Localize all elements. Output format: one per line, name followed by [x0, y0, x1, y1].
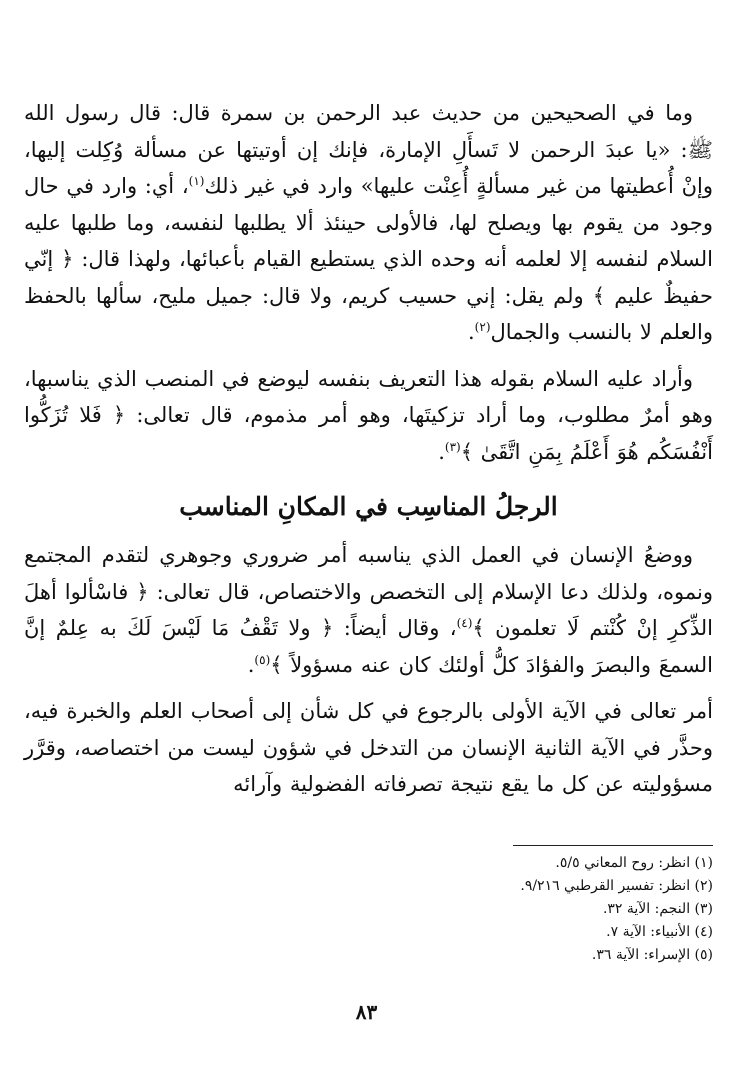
paragraph-text: وأراد عليه السلام بقوله هذا التعريف بنفسه ليوضع في المنصب الذي يناسبها، وهو أمرٌ مطلوب، وما أراد تزكيتَها، وهو أمر مذموم، قال تعالى: ﴿ فَلا تُزَكُّوا أَنْفُسَكُم هُوَ أَعْلَمُ بِمَنِ اتَّقَىٰ ﴾ [24, 366, 713, 464]
page-number: ٨٣ [355, 1000, 378, 1024]
footnote-marker-4: (٤) [456, 616, 473, 630]
paragraph-text: ووضعُ الإنسان في العمل الذي يناسبه أمر ضروري وجوهري لتقدم المجتمع ونموه، ولذلك دعا الإسلام إلى التخصص والاختصاص، قال تعالى: ﴿ فاسْألوا أهلَ الذِّكرِ إنْ كُنْتم لَا تعلمون ﴾ [24, 543, 713, 640]
paragraph-explanation [24, 693, 713, 803]
paragraph-text: . [467, 320, 475, 344]
footnote-marker-5: (٥) [254, 652, 271, 667]
footnote-marker-1: (١) [188, 174, 205, 188]
book-page-body [24, 95, 713, 803]
section-heading: الرجلُ المناسِب في المكانِ المناسب [179, 492, 558, 521]
footnote-marker-2: (٢) [474, 320, 491, 334]
paragraph-text: وما في الصحيحين من حديث عبد الرحمن بن سمرة قال: قال رسول الله ﷺ: «يا عبدَ الرحمن لا تَسأَلِ الإمارة، فإنك إن أوتيتها عن مسألة وُكِلت إليها، وإنْ أُعطيتها من غير مسألةٍ أُعِنْت عليها» وارد في غير ذلك [24, 101, 713, 198]
paragraph-self-introduction [24, 361, 713, 471]
paragraph-text: أمر تعالى في الآية الأولى بالرجوع في كل شأن إلى أصحاب العلم والخبرة فيه، وحذَّر في الآية الثانية الإنسان من التدخل في شؤون ليست من اختصاصه، وقرَّر مسؤوليته عن كل ما يقع نتيجة تصرفاته الفضولية وآرائه [24, 699, 713, 796]
footnote-marker-3: (٣) [444, 439, 461, 454]
footnote-5: (٥) الإسراء: الآية ٣٦. [591, 947, 713, 963]
footnote-1: (١) انظر: روح المعاني ٥/٥. [555, 855, 713, 871]
paragraph-hadith-on-leadership [24, 95, 713, 351]
footnotes [313, 852, 713, 967]
paragraph-text: ، أي: وارد في حال وجود من يقوم بها ويصلح لها، فالأولى حينئذ ألا يطلبها لنفسه، وما طلبها عليه السلام لنفسه إلا لعلمه أنه وحده الذي يستطيع القيام بأعبائها، ولهذا قال: ﴿ إنّي حفيظٌ عليم ﴾ ولم يقل: إني حسيب كريم، ولا قال: جميل مليح، سألها بالحفظ والعلم لا بالنسب والجمال [24, 174, 713, 344]
footnote-divider [513, 845, 713, 846]
paragraph-text: ، وقال أيضاً: ﴿ ولا تَقْفُ مَا لَيْسَ لَكَ به عِلمٌ إنَّ السمعَ والبصرَ والفؤادَ كلُّ أولئك كان عنه مسؤولاً ﴾ [24, 616, 713, 677]
footnote-4: (٤) الأنبياء: الآية ٧. [606, 924, 713, 940]
footnote-2: (٢) انظر: تفسير القرطبي ٩/٢١٦. [520, 878, 713, 894]
footnote-3: (٣) النجم: الآية ٣٢. [602, 901, 713, 917]
paragraph-text: . [247, 652, 255, 677]
paragraph-text: . [438, 439, 445, 464]
paragraph-specialization [24, 537, 713, 683]
